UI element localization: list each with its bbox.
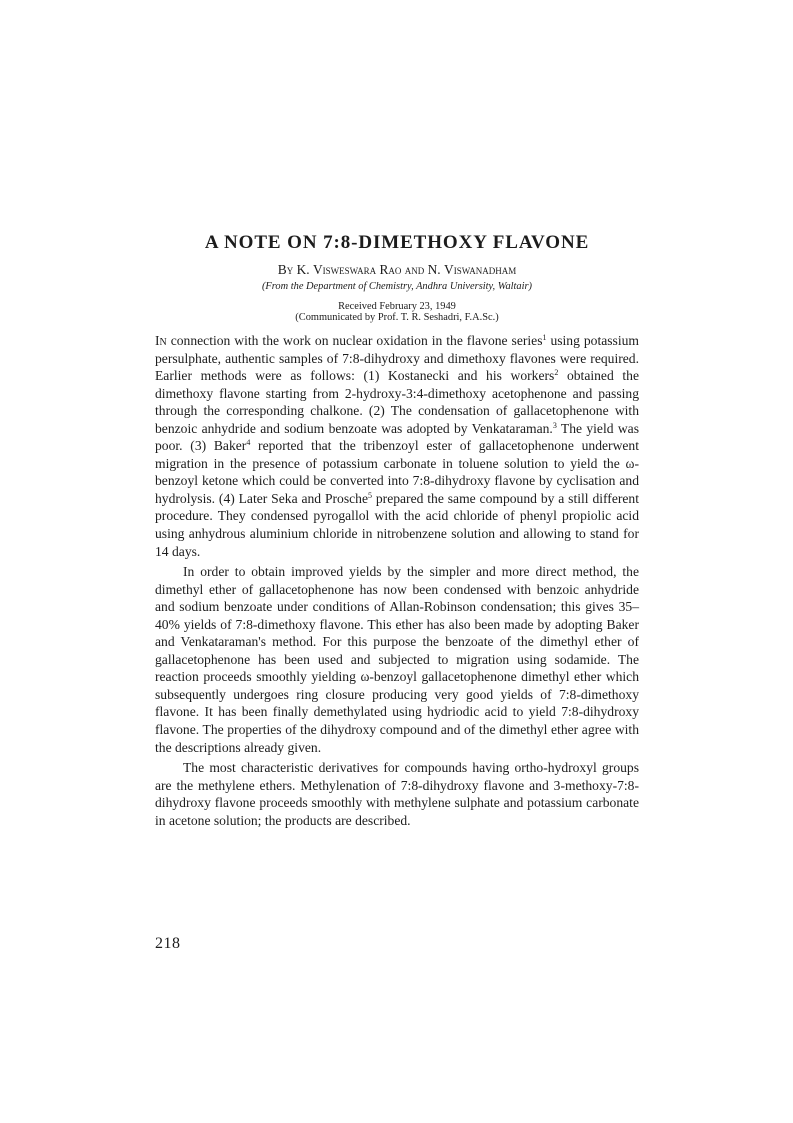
and-label: and bbox=[404, 262, 425, 277]
paragraph-text: prepared the same compound by a still different procedure. They condensed pyrogallol with the acid chloride of phenyl propiolic acid using anhydrous aluminium chloride in nitrobenzene solution and allowing to stand for 14 days. bbox=[155, 490, 639, 559]
author1-initial: K. bbox=[296, 262, 310, 277]
author2-initial: N. bbox=[427, 262, 441, 277]
reference-mark: 2 bbox=[554, 368, 559, 378]
reference-mark: 5 bbox=[368, 490, 372, 500]
communicated-by: (Communicated by Prof. T. R. Seshadri, F.A.Sc.) bbox=[295, 312, 499, 323]
lead-word: In bbox=[155, 333, 167, 348]
page-number: 218 bbox=[155, 935, 181, 952]
reference-mark: 4 bbox=[246, 438, 251, 448]
received-date: Received February 23, 1949 bbox=[338, 301, 456, 312]
article-body bbox=[155, 332, 639, 829]
author-line bbox=[155, 262, 639, 278]
article bbox=[155, 232, 639, 829]
paragraph-2: In order to obtain improved yields by the simpler and more direct method, the dimethyl ether of gallacetophenone has now been condensed with benzoic anhydride and sodium benzoate under conditions of Allan-Robinson condensation; this gives 35–40% yields of 7:8-dimethoxy flavone. This ether has also been made by adopting Baker and Venkataraman's method. For this purpose the benzoate of the dimethyl ether of gallacetophenone has been used and subjected to migration using sodamide. The reaction proceeds smoothly yielding ω-benzoyl gallacetophenone dimethyl ether which subsequently undergoes ring closure producing very good yields of 7:8-dimethoxy flavone. It has been finally demethylated using hydriodic acid to yield 7:8-dihydroxy flavone. The properties of the dihydroxy compound and of the dimethyl ether agree with the descriptions already given. bbox=[155, 564, 639, 755]
paragraph-1 bbox=[155, 332, 639, 560]
by-label: By bbox=[277, 262, 294, 277]
paragraph-text: The yield was poor. (3) Baker bbox=[155, 420, 640, 454]
reference-mark: 1 bbox=[542, 333, 547, 342]
author1-name: Visweswara Rao bbox=[312, 262, 402, 277]
reference-mark: 3 bbox=[552, 420, 557, 430]
author2-name: Viswanadham bbox=[444, 262, 517, 277]
paragraph-text: obtained the dimethoxy flavone starting from 2-hydroxy-3:4-dimethoxy acetophenone and passing through the corresponding chalkone. (2) The condensation of gallacetophenone with benzoic anhydride and sodium benzoate was adopted by Venkataraman. bbox=[155, 368, 639, 436]
paragraph-text: using potassium persulphate, authentic samples of 7:8-dihydroxy and dimethoxy flavones were required. Earlier methods were as follows: (1) Kostanecki and his workers bbox=[155, 333, 639, 384]
article-title: A NOTE ON 7:8-DIMETHOXY FLAVONE bbox=[204, 232, 590, 253]
paragraph-text: reported that the tribenzoyl ester of gallacetophenone underwent migration in the presence of potassium carbonate in toluene solution to yield the ω-benzoyl ketone which could be converted into 7:8-dihydroxy flavone by cyclisation and hydrolysis. (4) Later Seka and Prosche bbox=[155, 438, 639, 506]
paragraph-text: connection with the work on nuclear oxidation in the flavone series bbox=[166, 333, 543, 348]
paragraph-3: The most characteristic derivatives for compounds having ortho-hydroxyl groups are the methylene ethers. Methylenation of 7:8-dihydroxy flavone and 3-methoxy-7:8-dihydroxy flavone proceeds smoothly with methylene sulphate and potassium carbonate in acetone solution; the products are described. bbox=[155, 760, 639, 828]
affiliation: (From the Department of Chemistry, Andhra University, Waltair) bbox=[261, 281, 533, 292]
